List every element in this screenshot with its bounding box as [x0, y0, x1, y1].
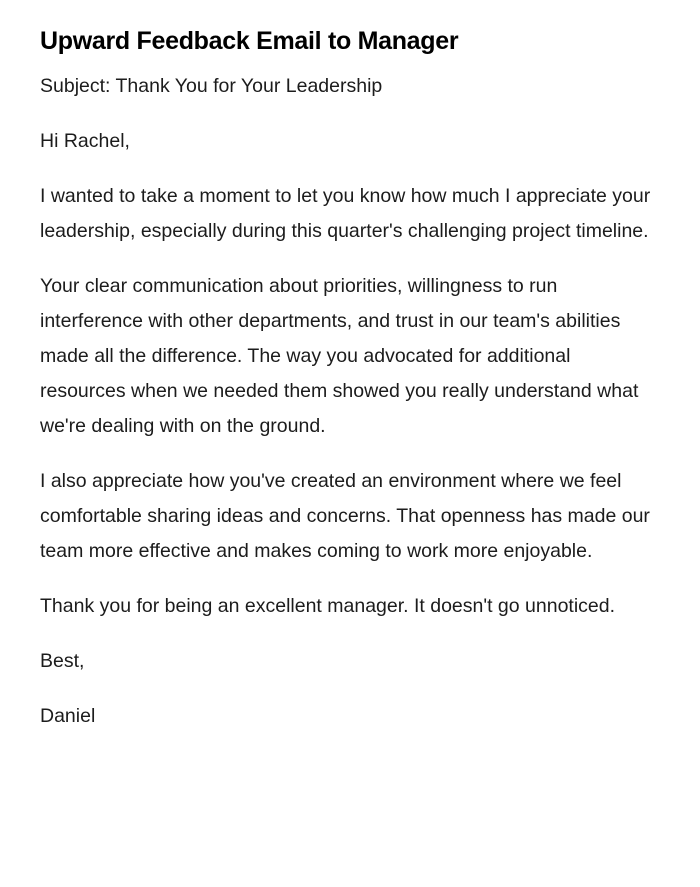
email-paragraph-3: I also appreciate how you've created an environment where we feel comfortable sharing ideas and concerns. That openness has made our team more effective and makes coming to work more enjoyable.: [40, 470, 650, 562]
email-paragraph-2: Your clear communication about priorities, willingness to run interference with other departments, and trust in our team's abilities made all the difference. The way you advocated for additional resources when we needed them showed you really understand what we're dealing with on the ground.: [40, 275, 639, 437]
email-paragraph-4: Thank you for being an excellent manager. It doesn't go unnoticed.: [40, 595, 616, 617]
page-title: Upward Feedback Email to Manager: [40, 27, 459, 55]
email-subject: Subject: Thank You for Your Leadership: [40, 75, 383, 97]
email-closing: Best,: [40, 650, 85, 672]
email-paragraph-1: I wanted to take a moment to let you know how much I appreciate your leadership, especially during this quarter's challenging project timeline.: [40, 185, 651, 242]
email-greeting: Hi Rachel,: [40, 130, 130, 152]
email-signature: Daniel: [40, 705, 96, 727]
